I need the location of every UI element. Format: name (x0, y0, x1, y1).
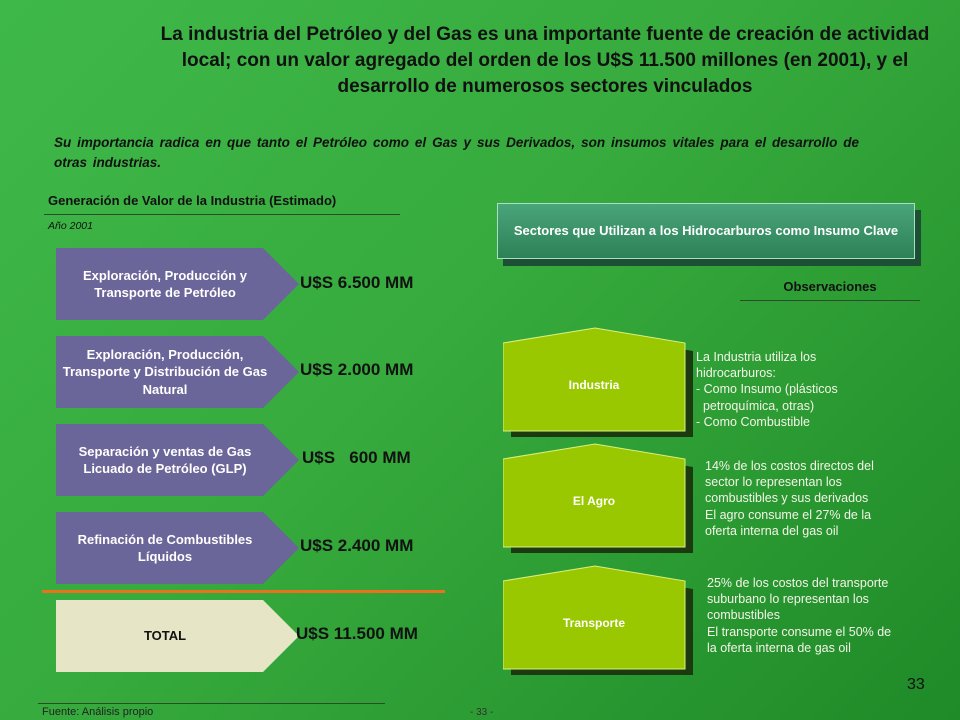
sector-label: Transporte (562, 616, 625, 630)
generation-year: Año 2001 (48, 220, 93, 232)
footer-source: Fuente: Análisis propio (42, 706, 154, 718)
total-label: TOTAL (143, 628, 187, 644)
value-item-glp (56, 424, 299, 496)
slide-subtitle: Su importancia radica en que tanto el Petróleo como el Gas y sus Derivados, son insumos vitales para el desarrollo de otras industrias. (54, 135, 859, 170)
generation-title-underline (44, 214, 400, 215)
sectors-header: Sectores que Utilizan a los Hidrocarburos como Insumo Clave (497, 203, 915, 259)
sector-label: Industria (568, 378, 620, 392)
total-separator (42, 590, 445, 593)
value-item-oil (56, 248, 299, 320)
slide-title: La industria del Petróleo y del Gas es una importante fuente de creación de actividad local; con un valor agregado del orden de los U$S 11.500 millones (en 2001), y el desarrollo de numerosos sectores vinculados (160, 24, 930, 97)
observations-underline (740, 300, 920, 301)
value-item-label: Exploración, Producción y Transporte de Petróleo (83, 267, 247, 300)
page-number: 33 (907, 676, 925, 693)
value-total (56, 600, 299, 672)
sector-observation: La Industria utiliza los hidrocarburos: - Como Insumo (plásticos petroquímica, otras) - Como Combustible (696, 350, 838, 429)
value-item-label: Exploración, Producción, Transporte y Distribución de Gas Natural (62, 346, 268, 397)
footer-rule (38, 703, 385, 704)
value-item-amount: U$S 6.500 MM (300, 273, 414, 292)
value-item-amount: U$S 600 MM (302, 448, 411, 467)
observations-title: Observaciones (783, 279, 877, 294)
value-item-refining (56, 512, 299, 584)
sector-label: El Agro (572, 494, 616, 508)
sector-agro (503, 443, 693, 553)
value-item-label: Refinación de Combustibles Líquidos (77, 531, 253, 564)
value-item-amount: U$S 2.400 MM (300, 536, 414, 555)
generation-title: Generación de Valor de la Industria (Estimado) (48, 193, 337, 208)
sector-transporte (503, 565, 693, 675)
value-item-gas (56, 336, 299, 408)
footer-page-center: - 33 - (470, 707, 494, 718)
sector-observation: 14% de los costos directos del sector lo representan los combustibles y sus derivados El agro consume el 27% de la oferta interna del gas oil (705, 459, 874, 538)
value-item-label: Separación y ventas de Gas Licuado de Petróleo (GLP) (78, 443, 252, 476)
sector-observation: 25% de los costos del transporte suburbano lo representan los combustibles El transporte consume el 50% de la oferta interna de gas oil (707, 576, 892, 655)
sector-industria (503, 327, 693, 437)
value-item-amount: U$S 2.000 MM (300, 360, 414, 379)
total-amount: U$S 11.500 MM (296, 624, 418, 643)
